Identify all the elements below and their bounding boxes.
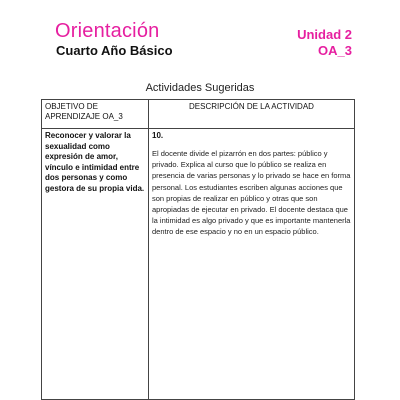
activities-table	[41, 99, 355, 400]
section-title: Actividades Sugeridas	[145, 82, 255, 94]
table-row	[42, 129, 355, 400]
activity-number: 10.	[152, 131, 164, 140]
activity-description: El docente divide el pizarrón en dos partes: público y privado. Explica al curso que lo público se realiza en presencia de varias personas y lo privado se hace en forma personal. Los estudiantes escriben algunas acciones que son propias de realizar en público y otras que son apropiadas de ejecutar en privado. El docente destaca que la intimidad es algo privado y que es importante mantenerla dentro de ese espacio y no en un espacio público.	[152, 149, 351, 237]
subject-title: Orientación	[55, 20, 160, 42]
header-description: DESCRIPCIÓN DE LA ACTIVIDAD	[149, 100, 355, 129]
objective-cell: Reconocer y valorar la sexualidad como expresión de amor, vínculo e intimidad entre dos personas y como gestora de su propia vida.	[42, 129, 149, 400]
grade-subtitle: Cuarto Año Básico	[56, 43, 173, 58]
oa-code-label: OA_3	[318, 43, 352, 58]
header-objective: OBJETIVO DE APRENDIZAJE OA_3	[42, 100, 149, 129]
unit-label: Unidad 2	[297, 27, 352, 42]
table-header-row	[42, 100, 355, 129]
description-cell	[149, 129, 355, 400]
